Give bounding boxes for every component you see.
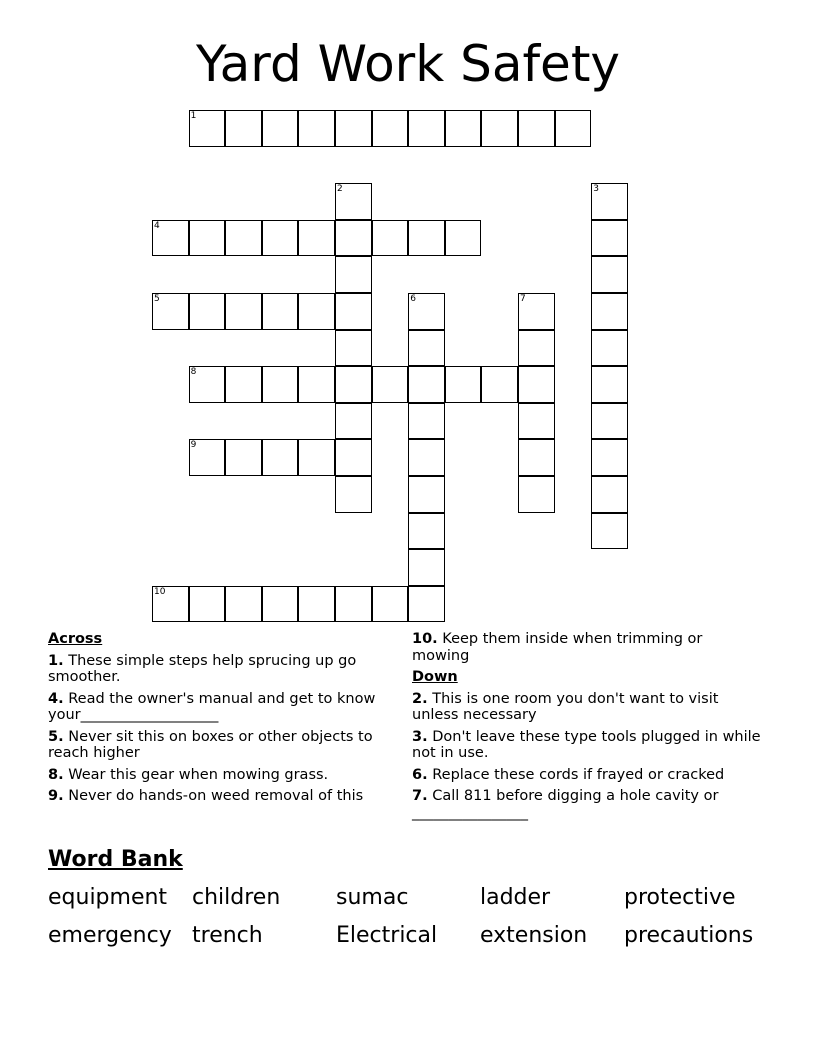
clue-across-8	[48, 767, 393, 784]
clue-across-10	[412, 631, 762, 664]
grid-cell[interactable]	[335, 183, 372, 220]
grid-cell[interactable]	[152, 293, 189, 330]
grid-cell[interactable]	[335, 476, 372, 513]
word-bank-word: equipment	[48, 885, 168, 910]
cell-number: 3	[593, 184, 599, 195]
puzzle-title: Yard Work Safety	[195, 35, 621, 93]
grid-cell[interactable]	[225, 586, 262, 623]
grid-cell[interactable]	[262, 366, 299, 403]
grid-cell[interactable]	[189, 110, 226, 147]
word-bank-word: protective	[624, 885, 736, 910]
grid-cell[interactable]	[189, 220, 226, 257]
grid-cell[interactable]	[518, 366, 555, 403]
grid-cell[interactable]	[591, 403, 628, 440]
clue-number: 7.	[412, 788, 428, 804]
grid-cell[interactable]	[298, 439, 335, 476]
grid-cell[interactable]	[518, 439, 555, 476]
grid-cell[interactable]	[225, 220, 262, 257]
grid-cell[interactable]	[518, 293, 555, 330]
clue-number: 1.	[48, 652, 64, 669]
grid-cell[interactable]	[152, 220, 189, 257]
grid-cell[interactable]	[335, 293, 372, 330]
clue-number: 3.	[412, 728, 428, 745]
grid-cell[interactable]	[591, 439, 628, 476]
grid-cell[interactable]	[225, 439, 262, 476]
clue-across-1	[48, 653, 393, 686]
grid-cell[interactable]	[481, 110, 518, 147]
clue-text: Read the owner's manual and get to know your___________________	[48, 690, 376, 723]
cell-number: 6	[410, 294, 416, 304]
cell-number: 10	[154, 586, 166, 597]
grid-cell[interactable]	[408, 476, 445, 513]
grid-cell[interactable]	[335, 110, 372, 147]
grid-cell[interactable]	[518, 110, 555, 147]
grid-cell[interactable]	[335, 256, 372, 293]
grid-cell[interactable]	[408, 330, 445, 367]
grid-cell[interactable]	[372, 110, 409, 147]
grid-cell[interactable]	[335, 330, 372, 367]
clue-text: Call 811 before digging a hole cavity or ________________	[412, 788, 719, 821]
grid-cell[interactable]	[555, 110, 592, 147]
grid-cell[interactable]	[408, 513, 445, 550]
cell-number: 1	[190, 111, 197, 121]
word-bank-word: precautions	[624, 923, 754, 948]
grid-cell[interactable]	[335, 220, 372, 257]
grid-cell[interactable]	[298, 293, 335, 330]
grid-cell[interactable]	[335, 366, 372, 403]
grid-cell[interactable]	[518, 476, 555, 513]
clue-text: Don't leave these type tools plugged in while not in use.	[412, 728, 761, 761]
clue-number: 8.	[48, 766, 64, 783]
cell-number: 4	[154, 220, 160, 231]
grid-cell[interactable]	[408, 220, 445, 257]
grid-cell[interactable]	[262, 293, 299, 330]
clue-number: 9.	[48, 788, 64, 804]
grid-cell[interactable]	[408, 439, 445, 476]
grid-cell[interactable]	[591, 220, 628, 257]
word-bank-word: Electrical	[336, 923, 438, 948]
grid-cell[interactable]	[189, 586, 226, 623]
grid-cell[interactable]	[335, 403, 372, 440]
grid-cell[interactable]	[408, 293, 445, 330]
grid-cell[interactable]	[298, 586, 335, 623]
grid-cell[interactable]	[591, 476, 628, 513]
word-bank-word: emergency	[48, 923, 172, 948]
word-bank-word: sumac	[336, 885, 409, 910]
grid-cell[interactable]	[262, 439, 299, 476]
clue-across-5	[48, 729, 393, 762]
cell-number: 5	[154, 294, 160, 304]
cell-number: 2	[337, 184, 343, 195]
clue-across-4	[48, 691, 393, 724]
grid-cell[interactable]	[372, 366, 409, 403]
grid-cell[interactable]	[408, 586, 445, 623]
cell-number: 7	[520, 294, 526, 304]
grid-cell[interactable]	[262, 220, 299, 257]
word-bank-word: extension	[480, 923, 588, 948]
grid-cell[interactable]	[591, 513, 628, 550]
clue-number: 10.	[412, 631, 438, 647]
word-bank-title: Word Bank	[48, 847, 183, 872]
clue-number: 4.	[48, 690, 64, 707]
clue-text: Replace these cords if frayed or cracked	[432, 766, 725, 783]
clue-down-3	[412, 729, 762, 762]
grid-cell[interactable]	[591, 256, 628, 293]
clues-right-column	[412, 631, 762, 826]
clue-text: These simple steps help sprucing up go smoother.	[48, 652, 357, 685]
grid-cell[interactable]	[372, 220, 409, 257]
clues-left-column	[48, 631, 393, 810]
grid-cell[interactable]	[591, 366, 628, 403]
clue-text: Never do hands-on weed removal of this	[68, 788, 364, 804]
word-bank-word: ladder	[480, 885, 551, 910]
cell-number: 9	[190, 440, 197, 451]
grid-cell[interactable]	[591, 183, 628, 220]
clue-down-6	[412, 767, 762, 784]
grid-cell[interactable]	[591, 293, 628, 330]
grid-cell[interactable]	[408, 403, 445, 440]
grid-cell[interactable]	[335, 586, 372, 623]
grid-cell[interactable]	[189, 293, 226, 330]
grid-cell[interactable]	[408, 110, 445, 147]
clue-down-2	[412, 691, 762, 724]
clue-text: This is one room you don't want to visit unless necessary	[412, 690, 719, 723]
word-bank-word: trench	[192, 923, 263, 948]
across-heading: Across	[48, 631, 103, 647]
grid-cell[interactable]	[189, 366, 226, 403]
clue-number: 6.	[412, 766, 428, 783]
clue-text: Keep them inside when trimming or mowing	[412, 631, 703, 664]
grid-cell[interactable]	[335, 439, 372, 476]
grid-cell[interactable]	[408, 366, 445, 403]
clue-down-7	[412, 788, 762, 821]
grid-cell[interactable]	[225, 110, 262, 147]
clue-across-9	[48, 788, 393, 805]
grid-cell[interactable]	[591, 330, 628, 367]
grid-cell[interactable]	[445, 220, 482, 257]
grid-cell[interactable]	[298, 110, 335, 147]
cell-number: 8	[190, 367, 197, 378]
grid-cell[interactable]	[189, 439, 226, 476]
grid-cell[interactable]	[518, 330, 555, 367]
down-heading: Down	[412, 669, 458, 685]
clue-number: 5.	[48, 728, 64, 745]
grid-cell[interactable]	[445, 366, 482, 403]
grid-cell[interactable]	[262, 110, 299, 147]
grid-cell[interactable]	[225, 366, 262, 403]
grid-cell[interactable]	[298, 366, 335, 403]
grid-cell[interactable]	[152, 586, 189, 623]
grid-cell[interactable]	[298, 220, 335, 257]
clue-text: Never sit this on boxes or other objects to reach higher	[48, 728, 373, 761]
grid-cell[interactable]	[518, 403, 555, 440]
grid-cell[interactable]	[225, 293, 262, 330]
clue-number: 2.	[412, 690, 428, 707]
grid-cell[interactable]	[408, 549, 445, 586]
grid-cell[interactable]	[372, 586, 409, 623]
clue-text: Wear this gear when mowing grass.	[68, 766, 329, 783]
grid-cell[interactable]	[481, 366, 518, 403]
grid-cell[interactable]	[262, 586, 299, 623]
word-bank-word: children	[192, 885, 281, 910]
grid-cell[interactable]	[445, 110, 482, 147]
